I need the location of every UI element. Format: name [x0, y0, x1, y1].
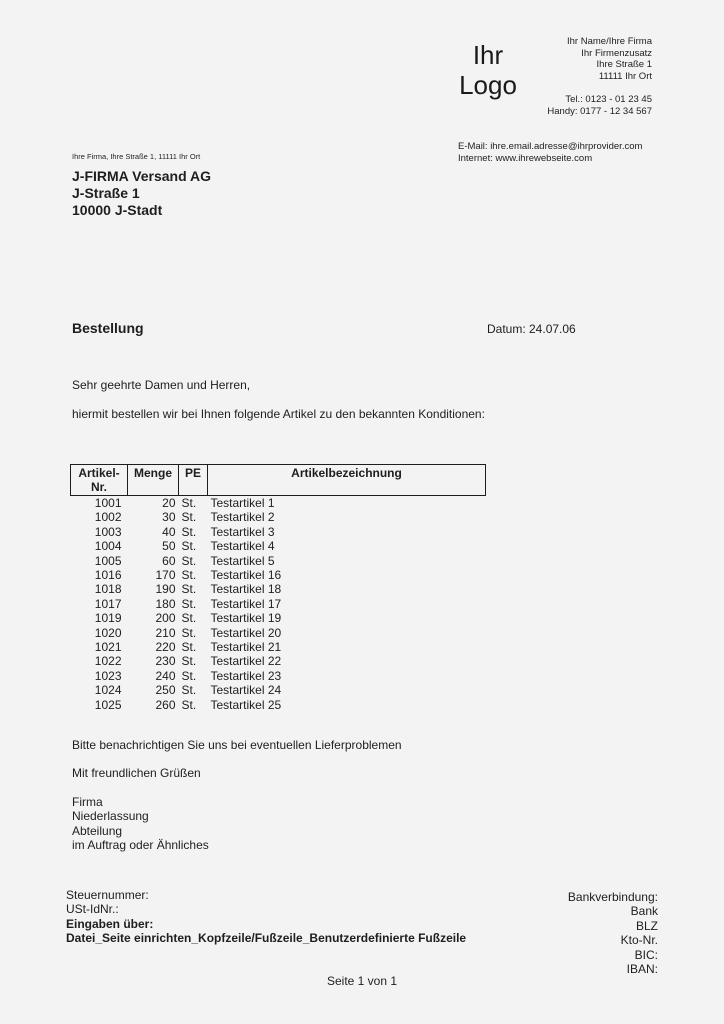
cell-description: Testartikel 21: [210, 640, 282, 655]
cell-description: Testartikel 22: [210, 654, 282, 669]
cell-description: Testartikel 25: [210, 697, 282, 712]
cell-article-nr: 1020: [94, 625, 122, 640]
footer-blz: BLZ: [635, 918, 658, 933]
cell-quantity: 50: [162, 539, 176, 554]
closing-block: [72, 738, 402, 852]
table-body: [71, 496, 486, 713]
header-pe: PE: [179, 465, 208, 496]
logo-line-2: Logo: [459, 70, 517, 100]
table-row: [71, 568, 486, 582]
sender-phone-block: [547, 94, 652, 117]
cell-article-nr: 1005: [94, 553, 122, 568]
table-row: [71, 582, 486, 596]
cell-article-nr: 1016: [94, 568, 122, 583]
recipient-street: J-Straße 1: [72, 185, 140, 201]
cell-description: Testartikel 19: [210, 611, 282, 626]
cell-pe: St.: [181, 582, 197, 597]
cell-pe: St.: [181, 683, 197, 698]
footer-tax-number: Steuernummer:: [66, 888, 149, 902]
cell-quantity: 190: [155, 582, 176, 597]
footer-bic: BIC:: [634, 947, 658, 962]
notice-text: Bitte benachrichtigen Sie uns bei eventuellen Lieferproblemen: [72, 738, 402, 752]
cell-quantity: 170: [155, 568, 176, 583]
footer-input-hint: Eingaben über:: [66, 916, 154, 931]
footer-left: [66, 888, 466, 946]
cell-description: Testartikel 18: [210, 582, 282, 597]
table-row: [71, 597, 486, 611]
cell-pe: St.: [181, 625, 197, 640]
table-row: [71, 510, 486, 524]
cell-quantity: 260: [155, 697, 176, 712]
table-row: [71, 698, 486, 712]
table-row: [71, 539, 486, 553]
signature-on-behalf: im Auftrag oder Ähnliches: [72, 838, 209, 853]
footer-bank-heading: Bankverbindung:: [567, 890, 658, 904]
cell-description: Testartikel 5: [210, 553, 275, 568]
cell-quantity: 20: [162, 496, 176, 510]
cell-description: Testartikel 24: [210, 683, 282, 698]
page-number: Seite 1 von 1: [326, 974, 398, 988]
sender-city: 11111 Ihr Ort: [598, 70, 652, 82]
cell-article-nr: 1019: [94, 611, 122, 626]
cell-article-nr: 1025: [94, 697, 122, 712]
sender-email: E-Mail: ihre.email.adresse@ihrprovider.com: [458, 141, 643, 152]
footer-iban: IBAN:: [626, 962, 658, 977]
cell-pe: St.: [181, 539, 197, 554]
signature-department: Abteilung: [72, 823, 123, 838]
cell-pe: St.: [181, 496, 197, 510]
letter-date: Datum: 24.07.06: [487, 322, 576, 336]
footer-bank-details: [568, 890, 658, 976]
cell-description: Testartikel 4: [210, 539, 275, 554]
sender-mobile: Handy: 0177 - 12 34 567: [547, 105, 652, 117]
logo-line-1: Ihr: [472, 40, 504, 70]
cell-article-nr: 1018: [94, 582, 122, 597]
footer-bank-name: Bank: [630, 904, 658, 919]
cell-article-nr: 1003: [94, 524, 122, 539]
sender-website: Internet: www.ihrewebseite.com: [458, 152, 593, 164]
greeting-text: Mit freundlichen Grüßen: [72, 766, 201, 781]
cell-quantity: 30: [162, 510, 176, 525]
recipient-city: 10000 J-Stadt: [72, 202, 163, 218]
recipient-name: J-FIRMA Versand AG: [72, 168, 211, 184]
cell-quantity: 250: [155, 683, 176, 698]
letter-subject: Bestellung: [72, 320, 144, 336]
cell-pe: St.: [181, 553, 197, 568]
return-address-line: Ihre Firma, Ihre Straße 1, 11111 Ihr Ort: [72, 152, 201, 161]
cell-description: Testartikel 20: [210, 625, 282, 640]
cell-article-nr: 1001: [94, 496, 122, 510]
order-items-table: [70, 464, 486, 712]
cell-pe: St.: [181, 654, 197, 669]
cell-description: Testartikel 17: [210, 596, 282, 611]
cell-description: Testartikel 1: [210, 496, 275, 510]
cell-article-nr: 1023: [94, 668, 122, 683]
cell-quantity: 40: [162, 524, 176, 539]
cell-article-nr: 1017: [94, 596, 122, 611]
table-row: [71, 669, 486, 683]
cell-quantity: 200: [155, 611, 176, 626]
header-article-nr: [71, 465, 128, 496]
sender-name: Ihr Name/Ihre Firma: [567, 36, 652, 47]
cell-article-nr: 1021: [94, 640, 122, 655]
cell-quantity: 220: [155, 640, 176, 655]
table-row: [71, 554, 486, 568]
header-article-nr-line2: Nr.: [90, 480, 107, 494]
cell-article-nr: 1022: [94, 654, 122, 669]
footer-account: Kto-Nr.: [620, 933, 658, 948]
header-article-nr-line1: Artikel-: [78, 466, 120, 480]
cell-quantity: 210: [155, 625, 176, 640]
sender-street: Ihre Straße 1: [596, 59, 652, 71]
cell-pe: St.: [181, 697, 197, 712]
cell-quantity: 230: [155, 654, 176, 669]
table-header-row: [71, 465, 486, 496]
cell-description: Testartikel 16: [210, 568, 282, 583]
footer-menu-path: Datei_Seite einrichten_Kopfzeile/Fußzeile_Benutzerdefinierte Fußzeile: [66, 931, 467, 946]
table-row: [71, 640, 486, 654]
cell-article-nr: 1004: [94, 539, 122, 554]
sender-contact-block: [458, 141, 642, 164]
table-row: [71, 525, 486, 539]
recipient-address: [72, 168, 211, 219]
cell-quantity: 60: [162, 553, 176, 568]
cell-article-nr: 1002: [94, 510, 122, 525]
intro-text: hiermit bestellen wir bei Ihnen folgende Artikel zu den bekannten Konditionen:: [72, 407, 485, 421]
cell-description: Testartikel 2: [210, 510, 275, 525]
cell-quantity: 180: [155, 596, 176, 611]
cell-pe: St.: [181, 596, 197, 611]
logo: [456, 40, 520, 100]
cell-quantity: 240: [155, 668, 176, 683]
cell-pe: St.: [181, 640, 197, 655]
cell-description: Testartikel 3: [210, 524, 275, 539]
sender-extra: Ihr Firmenzusatz: [581, 47, 652, 59]
header-description: Artikelbezeichnung: [208, 465, 486, 496]
cell-article-nr: 1024: [94, 683, 122, 698]
cell-description: Testartikel 23: [210, 668, 282, 683]
header-quantity: Menge: [128, 465, 179, 496]
sender-tel: Tel.: 0123 - 01 23 45: [565, 94, 652, 105]
table-row: [71, 654, 486, 668]
signature-company: Firma: [72, 794, 103, 809]
signature-branch: Niederlassung: [72, 809, 149, 824]
table-row: [71, 626, 486, 640]
table-row: [71, 683, 486, 697]
cell-pe: St.: [181, 524, 197, 539]
cell-pe: St.: [181, 568, 197, 583]
cell-pe: St.: [181, 611, 197, 626]
footer-vat-id: USt-IdNr.:: [66, 902, 119, 917]
cell-pe: St.: [181, 510, 197, 525]
cell-pe: St.: [181, 668, 197, 683]
sender-address-block: [567, 36, 652, 82]
table-row: [71, 611, 486, 625]
table-row: [71, 496, 486, 511]
salutation: Sehr geehrte Damen und Herren,: [72, 378, 251, 392]
